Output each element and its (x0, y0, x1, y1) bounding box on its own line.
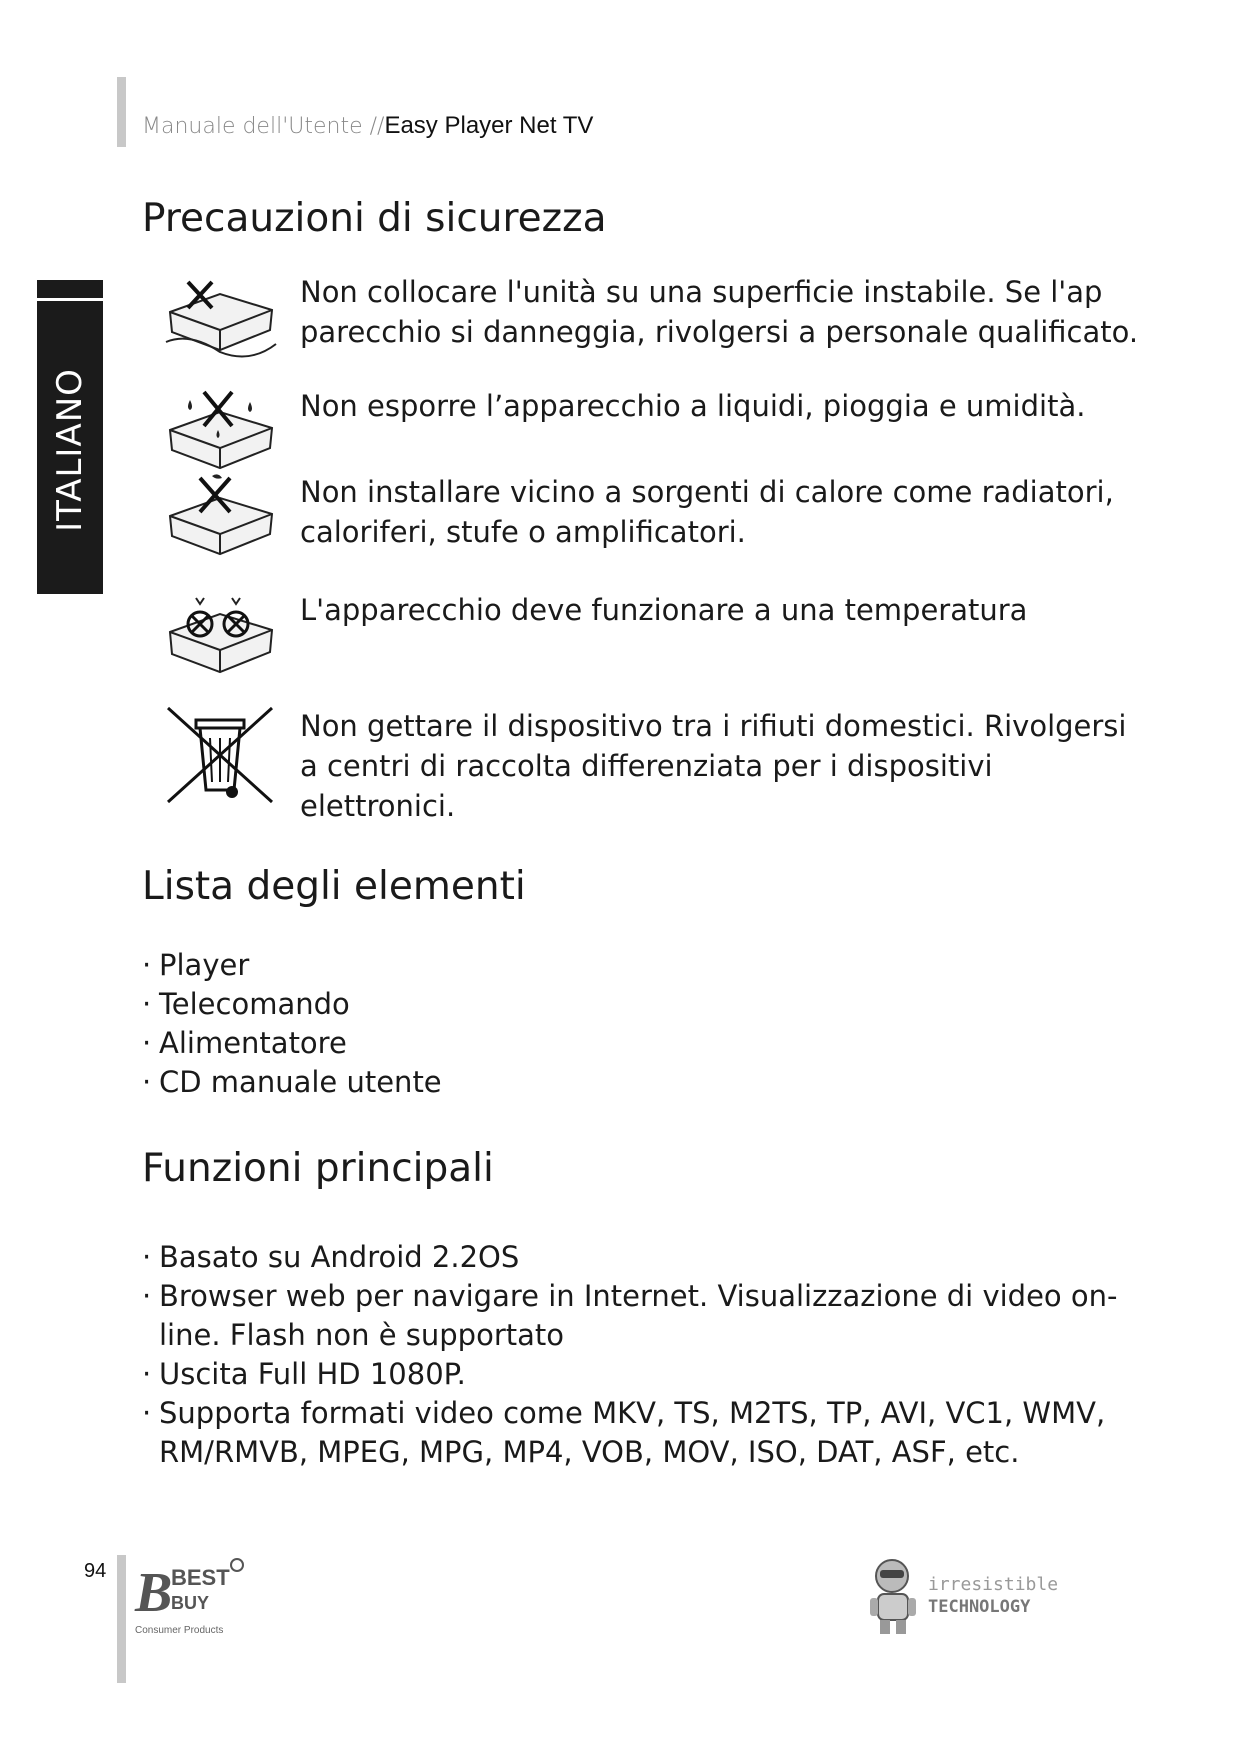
footer-accent-bar (117, 1555, 126, 1683)
safety-item-text: L'apparecchio deve funzionare a una temperatura (300, 593, 1028, 627)
safety-item-text: Non installare vicino a sorgenti di calore come radiatori, caloriferi, stufe o amplificatori. (300, 475, 1114, 549)
list-item: · CD manuale utente (142, 1063, 442, 1102)
page-number: 94 (84, 1560, 107, 1582)
list-item: · Player (142, 946, 442, 985)
list-item: · Basato su Android 2.2OS (142, 1238, 1152, 1277)
language-tab-notch (37, 298, 103, 301)
unstable-surface-icon (160, 272, 280, 360)
list-item: · Browser web per navigare in Internet. Visualizzazione di video on-line. Flash non è supportato (142, 1277, 1152, 1355)
list-item: · Telecomando (142, 985, 442, 1024)
list-item: · Supporta formati video come MKV, TS, M2TS, TP, AVI, VC1, WMV, RM/RMVB, MPEG, MPG, MP4, VOB, MOV, ISO, DAT, ASF, etc. (142, 1394, 1152, 1472)
best-buy-logo (133, 1555, 253, 1639)
brand-logo-line2: BUY (171, 1593, 210, 1613)
features-list (142, 1238, 1152, 1472)
temperature-icon (160, 590, 280, 678)
svg-text:B: B (135, 1562, 173, 1624)
weee-bin-icon (160, 706, 280, 806)
header-accent-bar (117, 77, 126, 147)
manual-label: Manuale dell'Utente (142, 114, 363, 139)
safety-item-text: Non collocare l'unità su una superficie instabile. Se l'ap parecchio si danneggia, rivolgersi a personale qualificato. (300, 275, 1139, 349)
product-name: Easy Player Net TV (384, 112, 594, 139)
header-separator: // (369, 114, 385, 139)
language-tab-label: ITALIANO (50, 367, 90, 532)
language-tab (37, 280, 103, 594)
no-liquids-icon (160, 386, 280, 474)
features-heading: Funzioni principali (142, 1146, 494, 1191)
tech-logo-line1: irresistible (928, 1574, 1059, 1595)
list-item: · Alimentatore (142, 1024, 442, 1063)
brand-logo-line1: BEST (171, 1565, 230, 1590)
list-item: · Uscita Full HD 1080P. (142, 1355, 1152, 1394)
irresistible-technology-logo (862, 1550, 1092, 1638)
safety-item-text: Non esporre l’apparecchio a liquidi, pioggia e umidità. (300, 389, 1086, 423)
safety-heading: Precauzioni di sicurezza (142, 196, 607, 241)
running-header (142, 112, 593, 140)
contents-heading: Lista degli elementi (142, 864, 526, 909)
contents-list (142, 946, 442, 1102)
tech-logo-line2: TECHNOLOGY (928, 1597, 1031, 1617)
brand-logo-tagline: Consumer Products (135, 1625, 224, 1636)
no-heat-icon (160, 472, 280, 560)
safety-item-text: Non gettare il dispositivo tra i rifiuti domestici. Rivolgersi a centri di raccolta differenziata per i dispositivi elettronici. (300, 709, 1127, 823)
